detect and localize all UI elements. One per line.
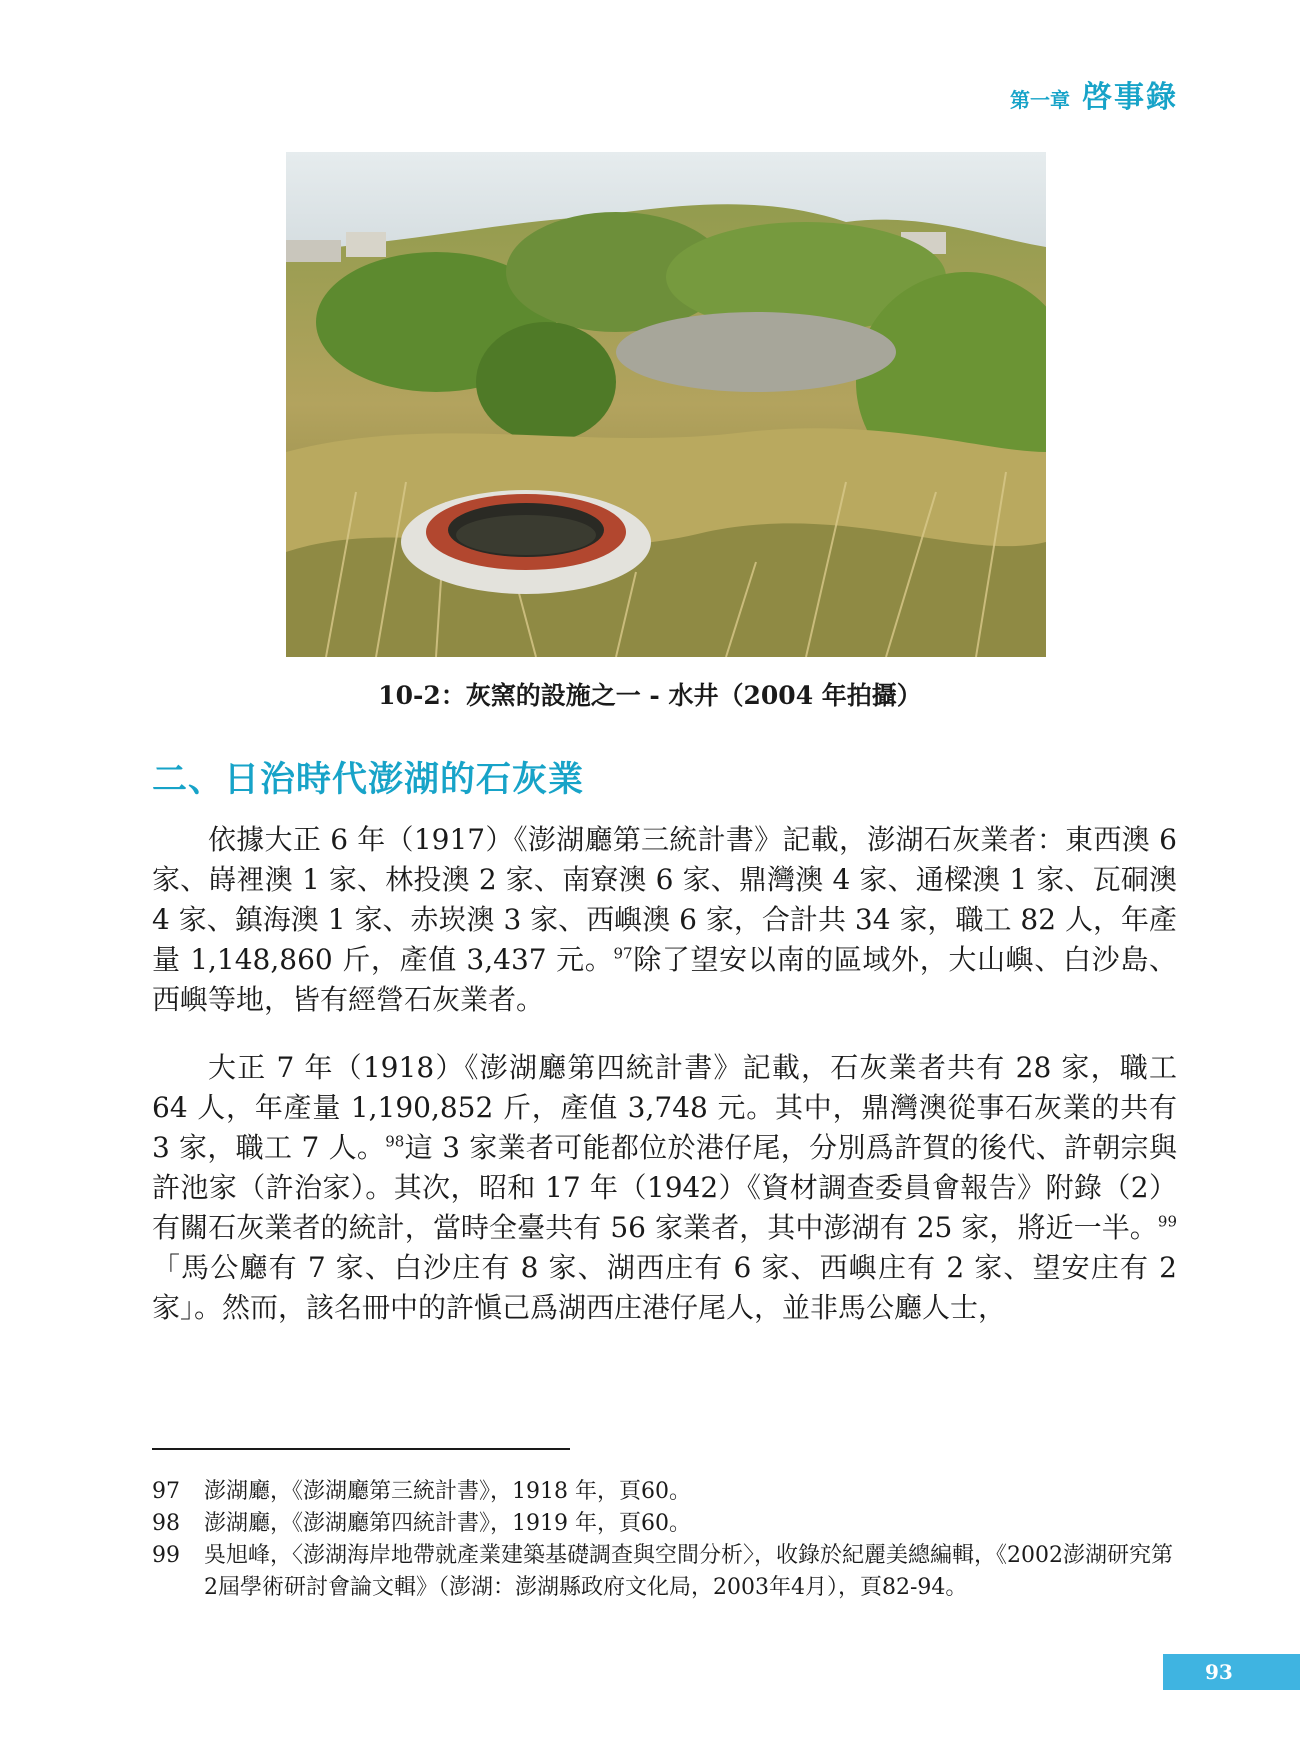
footnote-text: 澎湖廳，《澎湖廳第三統計書》，1918 年，頁60。 bbox=[204, 1479, 691, 1504]
footnote-item bbox=[152, 1540, 1177, 1604]
chapter-label: 第一章 bbox=[1010, 88, 1070, 112]
paragraph-text: 依據大正 6 年（1917）《澎湖廳第三統計書》記載，澎湖石灰業者：東西澳 6 家、嵵裡澳 1 家、林投澳 2 家、南寮澳 6 家、鼎灣澳 4 家、通樑澳 1 家、瓦硐澳 4 家、鎮海澳 1 家、赤崁澳 3 家、西嶼澳 6 家，合計共 34 家，職工 82 人，年產量 1,148,860 斤，產值 3,437 元。 bbox=[152, 823, 1177, 976]
paragraph-text: 除了望安以南的區域外，大山嶼、白沙島、西嶼等地，皆有經營石灰業者。 bbox=[152, 943, 1177, 1016]
footnote-number: 98 bbox=[152, 1511, 180, 1536]
well-photo-illustration bbox=[286, 152, 1046, 657]
footnote-divider bbox=[152, 1448, 570, 1450]
footnote-ref-98[interactable]: 98 bbox=[385, 1132, 405, 1151]
footnote-text: 吳旭峰，〈澎湖海岸地帶就產業建築基礎調查與空間分析〉，收錄於紀麗美總編輯，《2002澎湖研究第2屆學術研討會論文輯》（澎湖：澎湖縣政府文化局，2003年4月），頁82-94。 bbox=[204, 1543, 1173, 1600]
footnote-number: 99 bbox=[152, 1543, 180, 1568]
footnote-item bbox=[152, 1476, 1177, 1508]
paragraph-text: 大正 7 年（1918）《澎湖廳第四統計書》記載，石灰業者共有 28 家，職工 64 人，年產量 1,190,852 斤，產值 3,748 元。其中，鼎灣澳從事石灰業的共有 3 家，職工 7 人。 bbox=[152, 1051, 1177, 1164]
footnote-number: 97 bbox=[152, 1479, 180, 1504]
section-heading: 二、日治時代澎湖的石灰業 bbox=[152, 759, 585, 800]
figure-caption: 10-2：灰窯的設施之一 - 水井（2004 年拍攝） bbox=[378, 681, 922, 710]
footnote-item bbox=[152, 1508, 1177, 1540]
running-header bbox=[1010, 72, 1178, 116]
footnote-ref-97[interactable]: 97 bbox=[613, 944, 633, 963]
chapter-title: 啓事錄 bbox=[1082, 80, 1178, 115]
body-paragraph-1 bbox=[152, 820, 1177, 1020]
footnote-text: 澎湖廳，《澎湖廳第四統計書》，1919 年，頁60。 bbox=[204, 1511, 691, 1536]
footnote-ref-99[interactable]: 99 bbox=[1157, 1212, 1177, 1231]
page-number: 93 bbox=[1163, 1654, 1300, 1690]
footnotes-list bbox=[152, 1476, 1177, 1604]
paragraph-text: 這 3 家業者可能都位於港仔尾，分別爲許賀的後代、許朝宗與許池家（許治家）。其次，昭和 17 年（1942）《資材調查委員會報告》附錄（2）有關石灰業者的統計，當時全臺共有 56 家業者，其中澎湖有 25 家，將近一半。 bbox=[152, 1131, 1177, 1244]
figure-photo bbox=[286, 152, 1046, 657]
paragraph-text: 「馬公廳有 7 家、白沙庄有 8 家、湖西庄有 6 家、西嶼庄有 2 家、望安庄有 2 家」。然而，該名冊中的許愼己爲湖西庄港仔尾人，並非馬公廳人士， bbox=[152, 1251, 1177, 1324]
body-paragraph-2 bbox=[152, 1048, 1177, 1328]
